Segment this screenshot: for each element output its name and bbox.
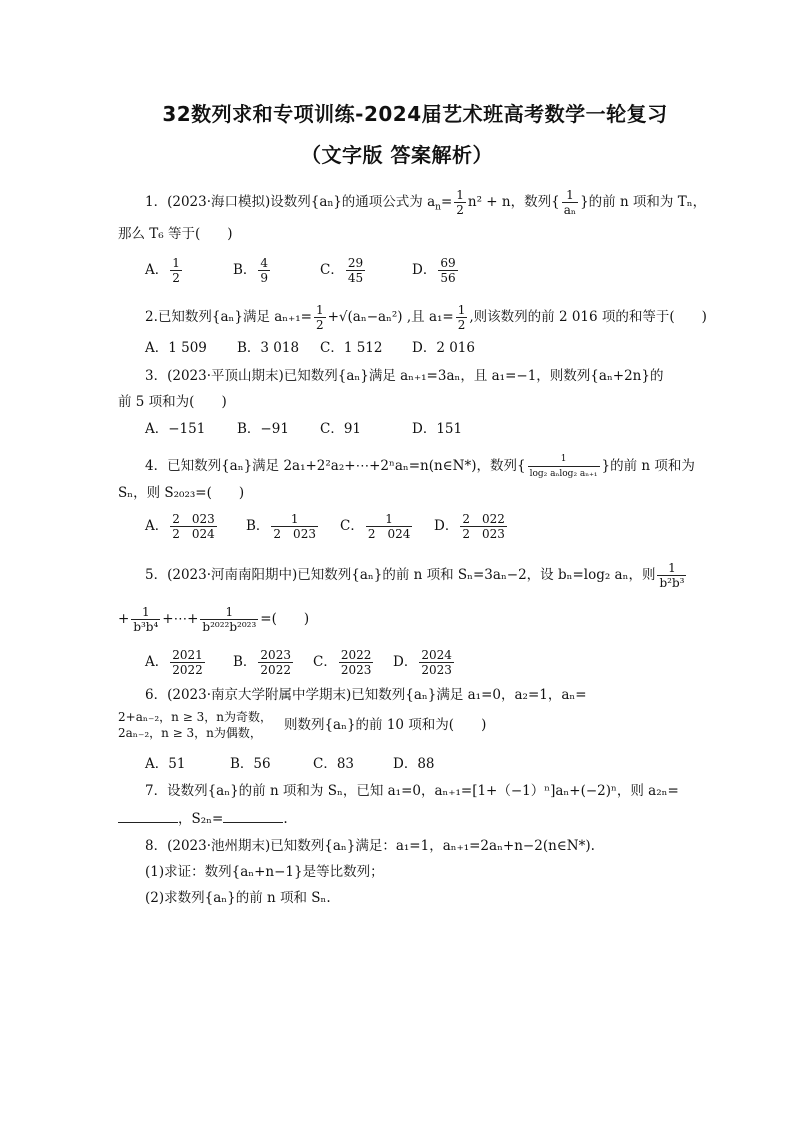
question-2 — [145, 303, 707, 332]
document-title: 32数列求和专项训练-2024届艺术班高考数学一轮复习 — [162, 102, 668, 126]
q5-choice-b: B． $\frac{2023}{2022}$ — [233, 648, 291, 677]
q1-text-b: }的通项公式为 a — [333, 194, 436, 210]
q2-text-b: +√(aₙ−aₙ²) ,且 a₁= — [327, 309, 454, 325]
question-8-part2: (2)求数列{aₙ}的前 n 项和 Sₙ. — [145, 890, 331, 906]
q6-choice-b: B．56 — [230, 756, 271, 772]
question-4 — [145, 452, 695, 481]
q4-choice-c: C． $\frac{1}{2 024}$ — [340, 512, 411, 541]
q7-blank-2[interactable] — [223, 808, 283, 823]
q6-choice-d: D．88 — [393, 756, 435, 772]
q4-fraction: $\frac{1}{\text{log₂ aₙlog₂ aₙ₊₁}}$ — [529, 454, 598, 479]
question-6: 6．(2023·南京大学附属中学期末)已知数列{aₙ}满足 a₁=0，a₂=1，aₙ= — [145, 687, 587, 703]
question-5 — [145, 561, 688, 590]
q2-choice-b: B．3 018 — [237, 340, 300, 356]
q4-choice-a: A． $\frac{2 023}{2 024}$ — [145, 512, 215, 541]
q5-plus: + — [118, 611, 130, 627]
question-7-line2 — [118, 808, 288, 829]
q1-text-e: }的前 n 项和为 Tₙ， — [580, 194, 707, 210]
q4-choice-b: B． $\frac{1}{2 023}$ — [246, 512, 316, 541]
q2-choice-c: C．1 512 — [320, 340, 383, 356]
q1-fraction-2: $\frac{1}{\text{aₙ}}$ — [563, 188, 577, 217]
q6-choice-a: A．51 — [145, 756, 186, 772]
q1-text: 1．(2023·海口模拟)设数列{a — [145, 194, 328, 210]
question-3: 3．(2023·平顶山期末)已知数列{aₙ}满足 aₙ₊₁=3aₙ，且 a₁=−1，则数列{aₙ+2n}的 — [145, 368, 664, 384]
q3-choice-d: D．151 — [412, 421, 463, 437]
q5-choice-d: D． $\frac{2024}{2023}$ — [393, 648, 452, 677]
question-5-line2 — [118, 605, 309, 634]
q5-fraction: $\frac{1}{\text{b²b³}}$ — [659, 561, 685, 590]
q7-text-c: . — [283, 811, 288, 827]
question-1: 1．(2023·海口模拟)设数列{an}的通项公式为 $a_n=$ $\frac{1}{2}$ n² + n，数列{ $\frac{1}{\text{aₙ}}$ }的前 n 项和为 Tₙ， — [145, 188, 707, 217]
question-8: 8．(2023·池州期末)已知数列{aₙ}满足：a₁=1，aₙ₊₁=2aₙ+n−2(n∈N*). — [145, 838, 595, 854]
q5-choice-c: C． $\frac{2022}{2023}$ — [313, 648, 372, 677]
q4-text: 4．已知数列{aₙ}满足 2a₁+2²a₂+⋯+2ⁿaₙ=n(n∈N*)，数列{ — [145, 458, 526, 474]
q2-fraction-2: $\frac{1}{2}$ — [457, 303, 466, 332]
q2-choice-a: A．1 509 — [145, 340, 207, 356]
q6-text-b: 则数列{aₙ}的前 10 项和为( ) — [283, 717, 487, 733]
q1-choice-d: D． $\frac{69}{56}$ — [412, 256, 456, 285]
q1-choice-a: A． $\frac{1}{2}$ — [145, 256, 180, 285]
question-3-line2: 前 5 项和为( ) — [118, 394, 227, 410]
q6-choice-c: C．83 — [313, 756, 355, 772]
q4-choice-d: D． $\frac{2 022}{2 023}$ — [434, 512, 505, 541]
document-subtitle: （文字版 答案解析） — [301, 143, 493, 167]
q1-fraction: $\frac{1}{2}$ — [456, 188, 464, 217]
q7-blank-1[interactable] — [118, 808, 178, 823]
q5-equals: =( ) — [260, 611, 310, 627]
question-8-part1: (1)求证：数列{aₙ+n−1}是等比数列； — [145, 864, 384, 880]
q1-choice-c: C． $\frac{29}{45}$ — [320, 256, 364, 285]
q5-ellipsis: +⋯+ — [162, 611, 199, 627]
q1-choice-b: B． $\frac{4}{9}$ — [233, 256, 269, 285]
q5-text: 5．(2023·河南南阳期中)已知数列{aₙ}的前 n 项和 Sₙ=3aₙ−2，设 bₙ=log₂ aₙ，则 — [145, 567, 656, 583]
q2-text-c: ,则该数列的前 2 016 项的和等于( ) — [469, 309, 707, 325]
question-1-line2: 那么 T₆ 等于( ) — [118, 226, 233, 242]
q2-fraction: $\frac{1}{2}$ — [315, 303, 324, 332]
q7-text-b: ，S₂ₙ= — [178, 811, 224, 827]
q6-case-odd: 2+aₙ₋₂，n ≥ 3，n为奇数， — [118, 710, 272, 724]
q3-choice-c: C．91 — [320, 421, 362, 437]
q2-choice-d: D．2 016 — [412, 340, 475, 356]
q5-fraction-2: $\frac{1}{\text{b³b⁴}}$ — [133, 605, 159, 634]
q6-piecewise — [118, 709, 272, 741]
q1-text-c: = — [440, 194, 453, 210]
q3-choice-b: B．−91 — [237, 421, 289, 437]
q5-fraction-3: $\frac{1}{\text{b²⁰²²b²⁰²³}}$ — [202, 605, 257, 634]
q1-text-d: n² + n，数列{ — [467, 194, 560, 210]
question-7: 7．设数列{aₙ}的前 n 项和为 Sₙ，已知 a₁=0，aₙ₊₁=[1+（−1）ⁿ]aₙ+(−2)ⁿ，则 a₂ₙ= — [145, 783, 679, 799]
q6-case-even: 2aₙ₋₂，n ≥ 3，n为偶数， — [118, 726, 262, 740]
q5-choice-a: A． $\frac{2021}{2022}$ — [145, 648, 203, 677]
question-4-line2: Sₙ，则 S₂₀₂₃=( ) — [118, 485, 245, 501]
q2-text: 2.已知数列{aₙ}满足 aₙ₊₁= — [145, 309, 312, 325]
q4-text-b: }的前 n 项和为 — [601, 458, 695, 474]
question-6-cases — [118, 709, 486, 741]
q3-choice-a: A．−151 — [145, 421, 206, 437]
